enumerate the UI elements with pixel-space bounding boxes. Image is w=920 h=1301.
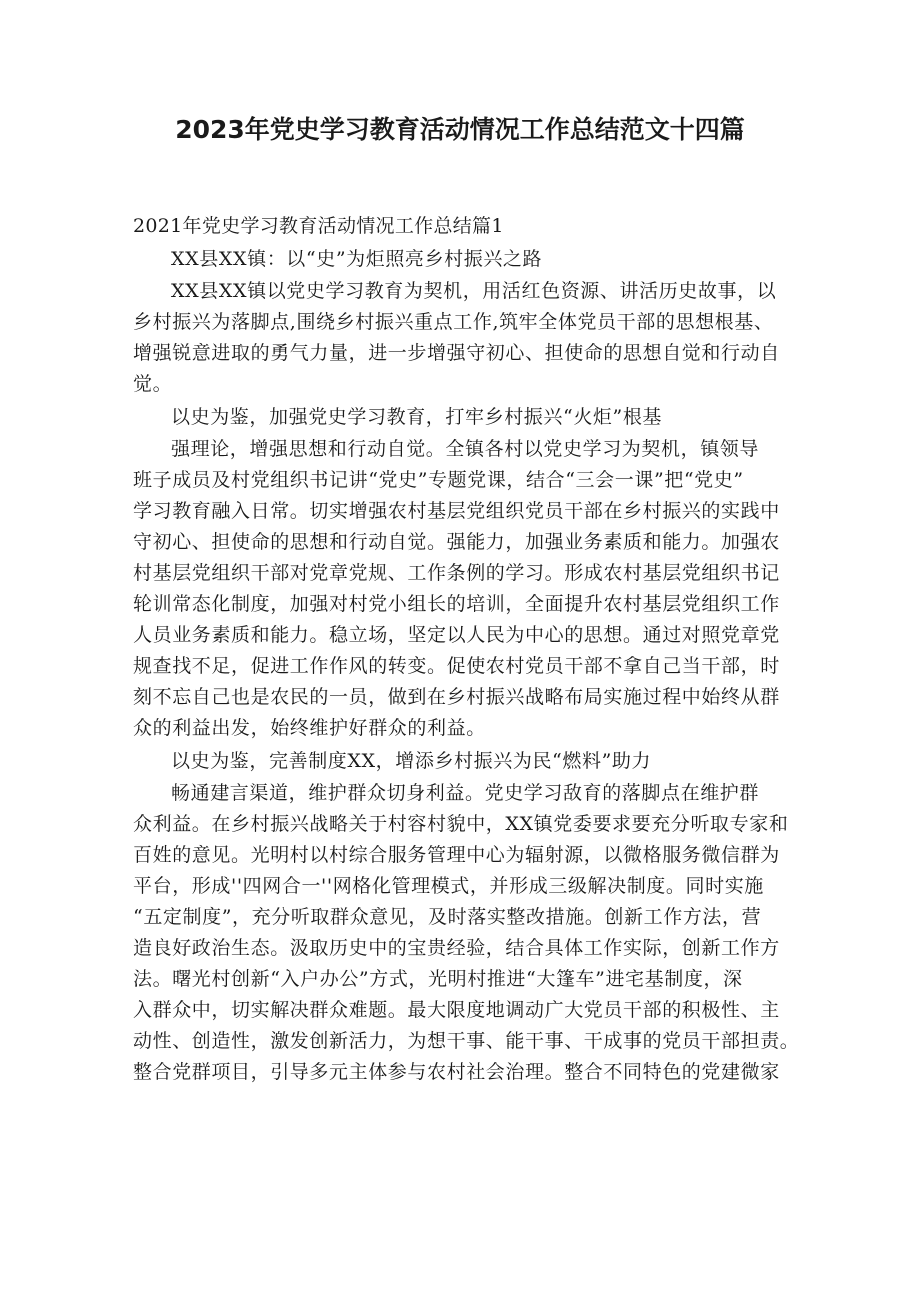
paragraph-line: 百姓的意见。光明村以村综合服务管理中心为辐射源，以微格服务微信群为 <box>133 844 780 866</box>
paragraph-line: 学习教育融入日常。切实增强农村基层党组织党员干部在乡村振兴的实践中 <box>133 500 780 522</box>
subsection-heading: 以史为鉴，加强党史学习教育，打牢乡村振兴“火炬”根基 <box>171 406 663 428</box>
paragraph-line: “五定制度”，充分听取群众意见，及时落实整改措施。创新工作方法，营 <box>133 906 762 928</box>
paragraph-line: 强理论，增强思想和行动自觉。全镇各村以党史学习为契机，镇领导 <box>171 438 760 460</box>
paragraph-line: 刻不忘自己也是农民的一员，做到在乡村振兴战略布局实施过程中始终从群 <box>133 686 780 708</box>
paragraph-line: 增强锐意进取的勇气力量，进一步增强守初心、担使命的思想自觉和行动自 <box>133 342 780 364</box>
paragraph-line: 觉。 <box>133 373 173 395</box>
section-subtitle: XX县XX镇：以“史”为炬照亮乡村振兴之路 <box>171 248 543 270</box>
paragraph-line: 班子成员及村党组织书记讲“党史”专题党课，结合“三会一课”把“党史” <box>133 469 744 491</box>
paragraph-line: 轮训常态化制度，加强对村党小组长的培训，全面提升农村基层党组织工作 <box>133 593 780 615</box>
paragraph-line: 入群众中，切实解决群众难题。最大限度地调动广大党员干部的积极性、主 <box>133 999 780 1021</box>
subsection-heading: 以史为鉴，完善制度XX，增添乡村振兴为民“燃料”助力 <box>171 750 652 772</box>
paragraph-line: 法。曙光村创新“入户办公”方式，光明村推进“大篷车”进宅基制度，深 <box>133 968 743 990</box>
paragraph-line: 守初心、担使命的思想和行动自觉。强能力，加强业务素质和能力。加强农 <box>133 531 780 553</box>
paragraph-line: 畅通建言渠道，维护群众切身利益。党史学习敌育的落脚点在维护群 <box>171 782 760 804</box>
document-title: 2023年党史学习教育活动情况工作总结范文十四篇 <box>175 115 745 144</box>
paragraph <box>133 276 795 400</box>
paragraph-line: 规查找不足，促进工作作风的转变。促使农村党员干部不拿自己当干部，时 <box>133 655 780 677</box>
section-heading: 2021年党史学习教育活动情况工作总结篇1 <box>133 215 504 237</box>
paragraph-line: 村基层党组织干部对党章党规、工作条例的学习。形成农村基层党组织书记 <box>133 562 780 584</box>
document-body <box>133 211 800 1088</box>
paragraph-line: 人员业务素质和能力。稳立场，坚定以人民为中心的思想。通过对照党章党 <box>133 624 780 646</box>
paragraph-line: 众的利益出发，始终维护好群众的利益。 <box>133 717 486 739</box>
paragraph <box>133 434 795 744</box>
paragraph-line: XX县XX镇以党史学习教育为契机，用活红色资源、讲活历史故事，以 <box>171 280 777 302</box>
paragraph-line: 平台，形成''四网合一''网格化管理模式，并形成三级解决制度。同时实施 <box>133 875 764 897</box>
paragraph-line: 乡村振兴为落脚点,围绕乡村振兴重点工作,筑牢全体党员干部的思想根基、 <box>133 311 774 333</box>
paragraph-line: 众利益。在乡村振兴战略关于村容村貌中，XX镇党委要求要充分听取专家和 <box>133 813 789 835</box>
paragraph-line: 动性、创造性，激发创新活力，为想干事、能干事、干成事的党员干部担责。 <box>133 1030 800 1052</box>
paragraph <box>133 778 800 1088</box>
paragraph-line: 整合党群项目，引导多元主体参与农村社会治理。整合不同特色的党建微家 <box>133 1061 780 1083</box>
paragraph-line: 造良好政治生态。汲取历史中的宝贵经验，结合具体工作实际，创新工作方 <box>133 937 780 959</box>
